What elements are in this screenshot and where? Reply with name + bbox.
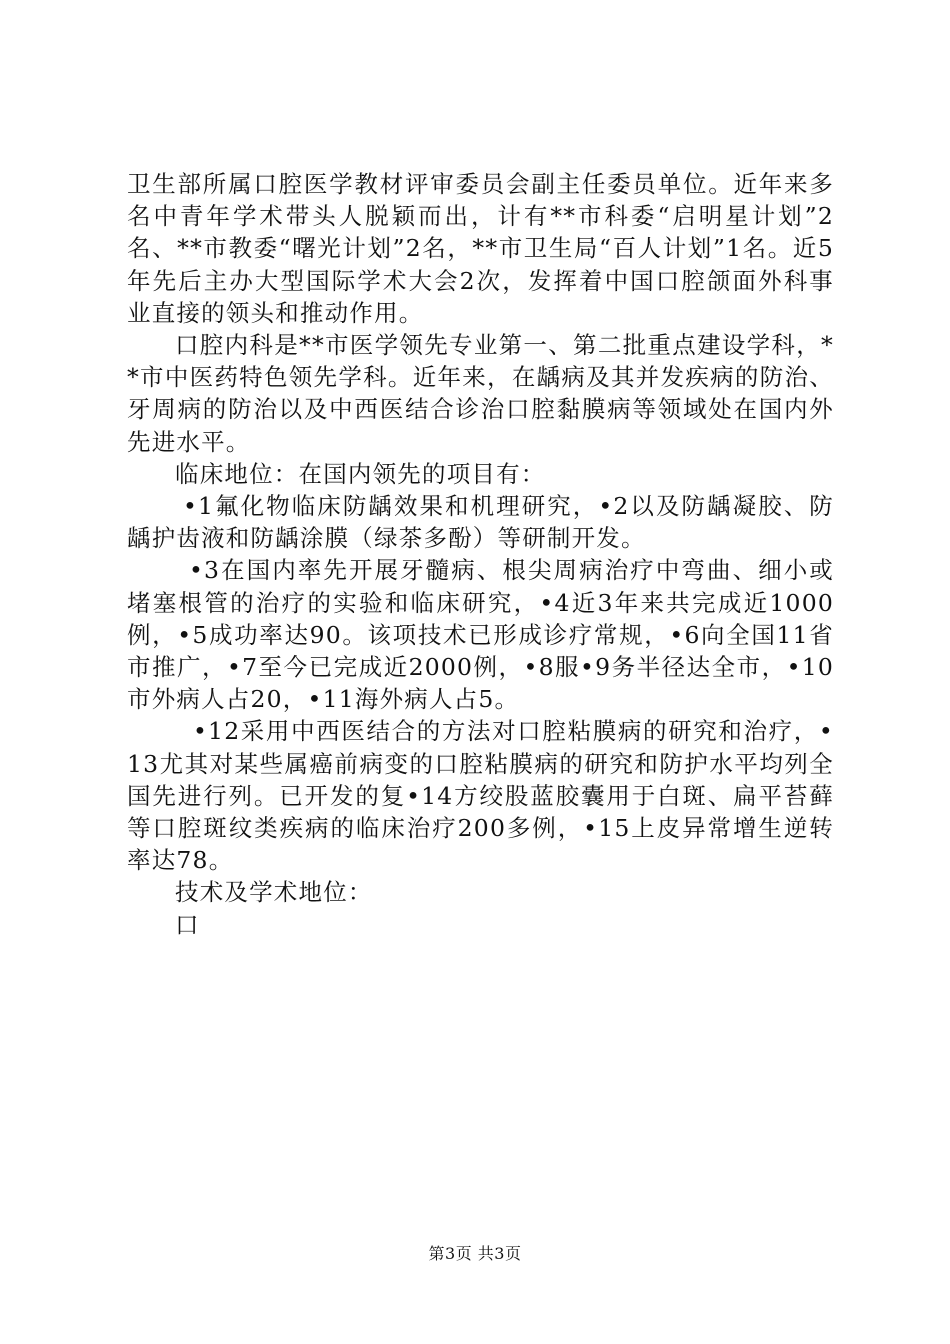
paragraph-3: 临床地位：在国内领先的项目有：	[175, 459, 546, 488]
paragraph-7: 技术及学术地位：	[175, 878, 373, 907]
paragraph-8: 口	[175, 910, 200, 939]
paragraph-4: •1氟化物临床防龋效果和机理研究，•2以及防龋凝胶、防龋护齿液和防龋涂膜（绿茶多酚）等研制开发。	[127, 492, 834, 553]
page-number-footer: 第3页 共3页	[428, 1244, 522, 1263]
paragraph-1: 卫生部所属口腔医学教材评审委员会副主任委员单位。近年来多名中青年学术带头人脱颖而出，计有**市科委“启明星计划”2名、**市教委“曙光计划”2名，**市卫生局“百人计划”1名。近5年先后主办大型国际学术大会2次，发挥着中国口腔颌面外科事业直接的领头和推动作用。	[127, 170, 834, 327]
paragraph-2: 口腔内科是**市医学领先专业第一、第二批重点建设学科，**市中医药特色领先学科。近年来，在龋病及其并发疾病的防治、牙周病的防治以及中西医结合诊治口腔黏膜病等领域处在国内外先进水平。	[127, 331, 834, 456]
paragraph-6: •12采用中西医结合的方法对口腔粘膜病的研究和治疗，•13尤其对某些属癌前病变的口腔粘膜病的研究和防护水平均列全国先进行列。已开发的复•14方绞股蓝胶囊用于白斑、扁平苔藓等口腔斑纹类疾病的临床治疗200多例，•15上皮异常增生逆转率达78。	[127, 717, 834, 875]
document-body	[127, 168, 834, 941]
paragraph-5: •3在国内率先开展牙髓病、根尖周病治疗中弯曲、细小或堵塞根管的治疗的实验和临床研究，•4近3年来共完成近1000例，•5成功率达90。该项技术已形成诊疗常规，•6向全国11省市推广，•7至今已完成近2000例，•8服•9务半径达全市，•10市外病人占20，•11海外病人占5。	[127, 556, 834, 714]
